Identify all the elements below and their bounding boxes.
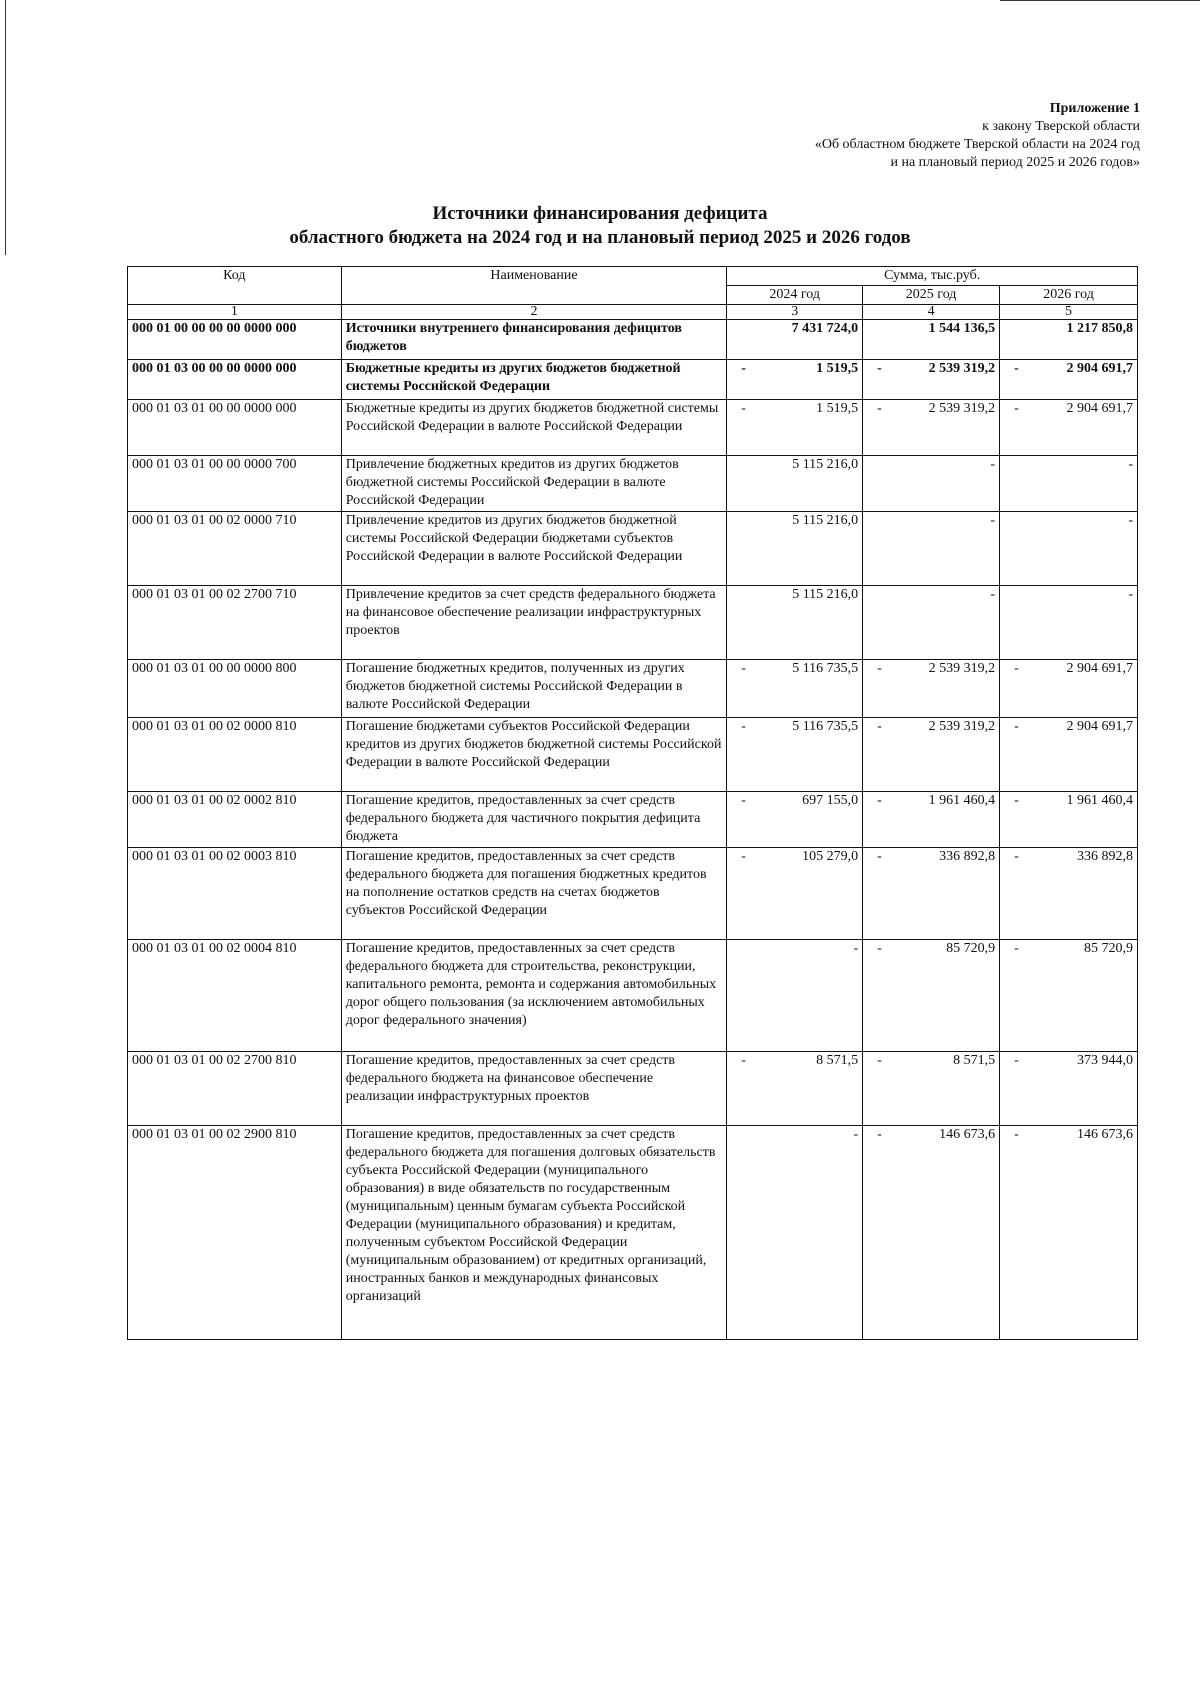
minus-sign: -	[741, 661, 746, 676]
column-number: 2	[341, 305, 727, 320]
row-code: 000 01 03 01 00 02 0000 810	[128, 718, 342, 792]
table-row	[128, 456, 1138, 512]
row-value-2025	[863, 456, 1000, 512]
row-value-2026	[1000, 320, 1138, 360]
minus-sign: -	[741, 849, 746, 864]
row-name: Погашение кредитов, предоставленных за счет средств федерального бюджета для погашения долговых обязательств субъекта Российской Федерации (муниципального образования) в виде обязательств по государственным (муниципальным) ценным бумагам субъекта Российской Федерации (муниципального образования) и кредитам, полученным субъектом Российской Федерации (муниципальным образованием) от кредитных организаций, иностранных банков и международных финансовых организаций	[341, 1126, 727, 1340]
row-value-2025	[863, 320, 1000, 360]
table-row	[128, 360, 1138, 400]
minus-sign: -	[877, 661, 882, 676]
row-name: Погашение бюджетных кредитов, полученных из других бюджетов бюджетной системы Российской Федерации в валюте Российской Федерации	[341, 660, 727, 718]
row-value-2025	[863, 512, 1000, 586]
amount-value: 2 904 691,7	[1066, 661, 1133, 676]
row-name: Погашение кредитов, предоставленных за счет средств федерального бюджета для частичного покрытия дефицита бюджета	[341, 792, 727, 848]
row-value-2024	[727, 512, 863, 586]
table-row	[128, 586, 1138, 660]
amount-value: -	[990, 513, 996, 528]
amount-value: 1 961 460,4	[1066, 793, 1133, 808]
row-code: 000 01 03 01 00 00 0000 800	[128, 660, 342, 718]
minus-sign: -	[1014, 401, 1019, 416]
minus-sign: -	[1014, 661, 1019, 676]
minus-sign: -	[1014, 793, 1019, 808]
row-value-2025	[863, 400, 1000, 456]
amount-value: -	[1128, 513, 1133, 528]
row-value-2024	[727, 718, 863, 792]
row-value-2025	[863, 660, 1000, 718]
row-name: Привлечение кредитов из других бюджетов бюджетной системы Российской Федерации бюджетами субъектов Российской Федерации в валюте Российской Федерации	[341, 512, 727, 586]
amount-value: -	[1128, 587, 1133, 602]
row-value-2024	[727, 1126, 863, 1340]
scan-edge-top	[1000, 0, 1200, 1]
amount-value: 105 279,0	[802, 849, 859, 864]
amount-value: 336 892,8	[1077, 849, 1133, 864]
row-code: 000 01 03 01 00 02 0000 710	[128, 512, 342, 586]
header-code: Код	[128, 267, 342, 305]
minus-sign: -	[877, 361, 882, 376]
amount-value: 1 961 460,4	[928, 793, 996, 808]
row-code: 000 01 03 01 00 00 0000 000	[128, 400, 342, 456]
row-value-2024	[727, 456, 863, 512]
amount-value: 2 904 691,7	[1066, 401, 1133, 416]
amount-value: 1 519,5	[816, 361, 859, 376]
annex-line-2: к закону Тверской области	[982, 119, 1140, 134]
row-value-2024	[727, 940, 863, 1052]
row-value-2025	[863, 792, 1000, 848]
minus-sign: -	[877, 941, 882, 956]
header-2024: 2024 год	[727, 286, 863, 305]
amount-value: -	[990, 457, 996, 472]
amount-value: 8 571,5	[816, 1053, 859, 1068]
row-name: Источники внутреннего финансирования дефицитов бюджетов	[341, 320, 727, 360]
row-value-2026	[1000, 1126, 1138, 1340]
minus-sign: -	[1014, 941, 1019, 956]
minus-sign: -	[1014, 849, 1019, 864]
title-line-1: Источники финансирования дефицита	[432, 203, 768, 224]
minus-sign: -	[741, 361, 746, 376]
row-name: Бюджетные кредиты из других бюджетов бюджетной системы Российской Федерации	[341, 360, 727, 400]
column-number: 1	[128, 305, 342, 320]
minus-sign: -	[1014, 1127, 1019, 1142]
row-value-2024	[727, 848, 863, 940]
column-number: 3	[727, 305, 863, 320]
table-row	[128, 512, 1138, 586]
table-row	[128, 718, 1138, 792]
row-value-2025	[863, 586, 1000, 660]
amount-value: 85 720,9	[1084, 941, 1133, 956]
row-name: Бюджетные кредиты из других бюджетов бюджетной системы Российской Федерации в валюте Российской Федерации	[341, 400, 727, 456]
amount-value: 2 539 319,2	[928, 719, 996, 734]
table-row	[128, 320, 1138, 360]
row-value-2026	[1000, 660, 1138, 718]
amount-value: 5 116 735,5	[792, 719, 859, 734]
minus-sign: -	[741, 719, 746, 734]
row-value-2024	[727, 360, 863, 400]
row-code: 000 01 03 01 00 02 0004 810	[128, 940, 342, 1052]
row-value-2026	[1000, 512, 1138, 586]
amount-value: 2 904 691,7	[1066, 361, 1133, 376]
minus-sign: -	[877, 401, 882, 416]
row-value-2024	[727, 400, 863, 456]
minus-sign: -	[877, 793, 882, 808]
amount-value: 2 904 691,7	[1066, 719, 1133, 734]
column-number: 5	[1000, 305, 1138, 320]
row-name: Привлечение кредитов за счет средств федерального бюджета на финансовое обеспечение реализации инфраструктурных проектов	[341, 586, 727, 660]
amount-value: 8 571,5	[953, 1053, 996, 1068]
table-row	[128, 1126, 1138, 1340]
row-value-2026	[1000, 848, 1138, 940]
row-value-2026	[1000, 586, 1138, 660]
row-value-2024	[727, 320, 863, 360]
row-value-2025	[863, 1052, 1000, 1126]
annex-line-1: Приложение 1	[1049, 101, 1140, 116]
row-value-2024	[727, 586, 863, 660]
annex-block	[815, 100, 1140, 172]
amount-value: 336 892,8	[939, 849, 996, 864]
row-value-2024	[727, 792, 863, 848]
row-value-2026	[1000, 792, 1138, 848]
amount-value: 85 720,9	[946, 941, 996, 956]
row-name: Погашение кредитов, предоставленных за счет средств федерального бюджета на финансовое обеспечение реализации инфраструктурных проектов	[341, 1052, 727, 1126]
header-name: Наименование	[341, 267, 727, 305]
column-number-row	[128, 305, 1138, 320]
row-value-2024	[727, 1052, 863, 1126]
table-row	[128, 792, 1138, 848]
amount-value: 697 155,0	[802, 793, 859, 808]
header-row-1	[128, 267, 1138, 286]
row-value-2026	[1000, 940, 1138, 1052]
row-code: 000 01 03 01 00 02 2700 710	[128, 586, 342, 660]
amount-value: 7 431 724,0	[791, 321, 859, 336]
amount-value: 2 539 319,2	[928, 401, 996, 416]
amount-value: 5 115 216,0	[792, 513, 859, 528]
row-code: 000 01 03 01 00 02 0002 810	[128, 792, 342, 848]
minus-sign: -	[877, 849, 882, 864]
row-code: 000 01 00 00 00 00 0000 000	[128, 320, 342, 360]
minus-sign: -	[1014, 1053, 1019, 1068]
minus-sign: -	[1014, 361, 1019, 376]
row-name: Привлечение бюджетных кредитов из других бюджетов бюджетной системы Российской Федерации в валюте Российской Федерации	[341, 456, 727, 512]
row-code: 000 01 03 00 00 00 0000 000	[128, 360, 342, 400]
header-2025: 2025 год	[863, 286, 1000, 305]
minus-sign: -	[741, 1053, 746, 1068]
amount-value: -	[853, 1127, 859, 1142]
row-value-2025	[863, 848, 1000, 940]
table-row	[128, 1052, 1138, 1126]
row-code: 000 01 03 01 00 00 0000 700	[128, 456, 342, 512]
row-value-2026	[1000, 400, 1138, 456]
title-line-2: областного бюджета на 2024 год и на плановый период 2025 и 2026 годов	[289, 227, 911, 248]
amount-value: 373 944,0	[1077, 1053, 1133, 1068]
minus-sign: -	[741, 401, 746, 416]
amount-value: 1 519,5	[816, 401, 859, 416]
row-name: Погашение бюджетами субъектов Российской Федерации кредитов из других бюджетов бюджетной системы Российской Федерации в валюте Российской Федерации	[341, 718, 727, 792]
minus-sign: -	[1014, 719, 1019, 734]
amount-value: 5 115 216,0	[792, 457, 859, 472]
amount-value: -	[1128, 457, 1133, 472]
row-code: 000 01 03 01 00 02 2700 810	[128, 1052, 342, 1126]
row-value-2024	[727, 660, 863, 718]
minus-sign: -	[877, 1127, 882, 1142]
minus-sign: -	[877, 1053, 882, 1068]
row-value-2026	[1000, 360, 1138, 400]
row-value-2025	[863, 940, 1000, 1052]
minus-sign: -	[877, 719, 882, 734]
row-code: 000 01 03 01 00 02 0003 810	[128, 848, 342, 940]
header-sum: Сумма, тыс.руб.	[727, 267, 1138, 286]
row-code: 000 01 03 01 00 02 2900 810	[128, 1126, 342, 1340]
table-row	[128, 848, 1138, 940]
amount-value: -	[853, 941, 859, 956]
row-name: Погашение кредитов, предоставленных за счет средств федерального бюджета для погашения бюджетных кредитов на пополнение остатков средств на счетах бюджетов субъектов Российской Федерации	[341, 848, 727, 940]
column-number: 4	[863, 305, 1000, 320]
table-row	[128, 400, 1138, 456]
minus-sign: -	[741, 793, 746, 808]
header-2026: 2026 год	[1000, 286, 1138, 305]
row-value-2026	[1000, 1052, 1138, 1126]
amount-value: 146 673,6	[939, 1127, 996, 1142]
annex-line-3: «Об областном бюджете Тверской области на 2024 год	[814, 137, 1140, 152]
amount-value: -	[990, 587, 996, 602]
row-value-2025	[863, 718, 1000, 792]
table-row	[128, 660, 1138, 718]
amount-value: 2 539 319,2	[928, 661, 996, 676]
row-name: Погашение кредитов, предоставленных за счет средств федерального бюджета для строительства, реконструкции, капитального ремонта, ремонта и содержания автомобильных дорог общего пользования (за исключением автомобильных дорог федерального значения)	[341, 940, 727, 1052]
document-title	[0, 202, 1200, 250]
annex-line-4: и на плановый период 2025 и 2026 годов»	[890, 155, 1140, 170]
row-value-2026	[1000, 456, 1138, 512]
amount-value: 2 539 319,2	[928, 361, 996, 376]
financing-sources-table	[127, 266, 1138, 1340]
table-row	[128, 940, 1138, 1052]
amount-value: 1 544 136,5	[928, 321, 996, 336]
amount-value: 146 673,6	[1077, 1127, 1133, 1142]
amount-value: 1 217 850,8	[1066, 321, 1133, 336]
row-value-2025	[863, 1126, 1000, 1340]
amount-value: 5 115 216,0	[792, 587, 859, 602]
row-value-2025	[863, 360, 1000, 400]
amount-value: 5 116 735,5	[792, 661, 859, 676]
row-value-2026	[1000, 718, 1138, 792]
